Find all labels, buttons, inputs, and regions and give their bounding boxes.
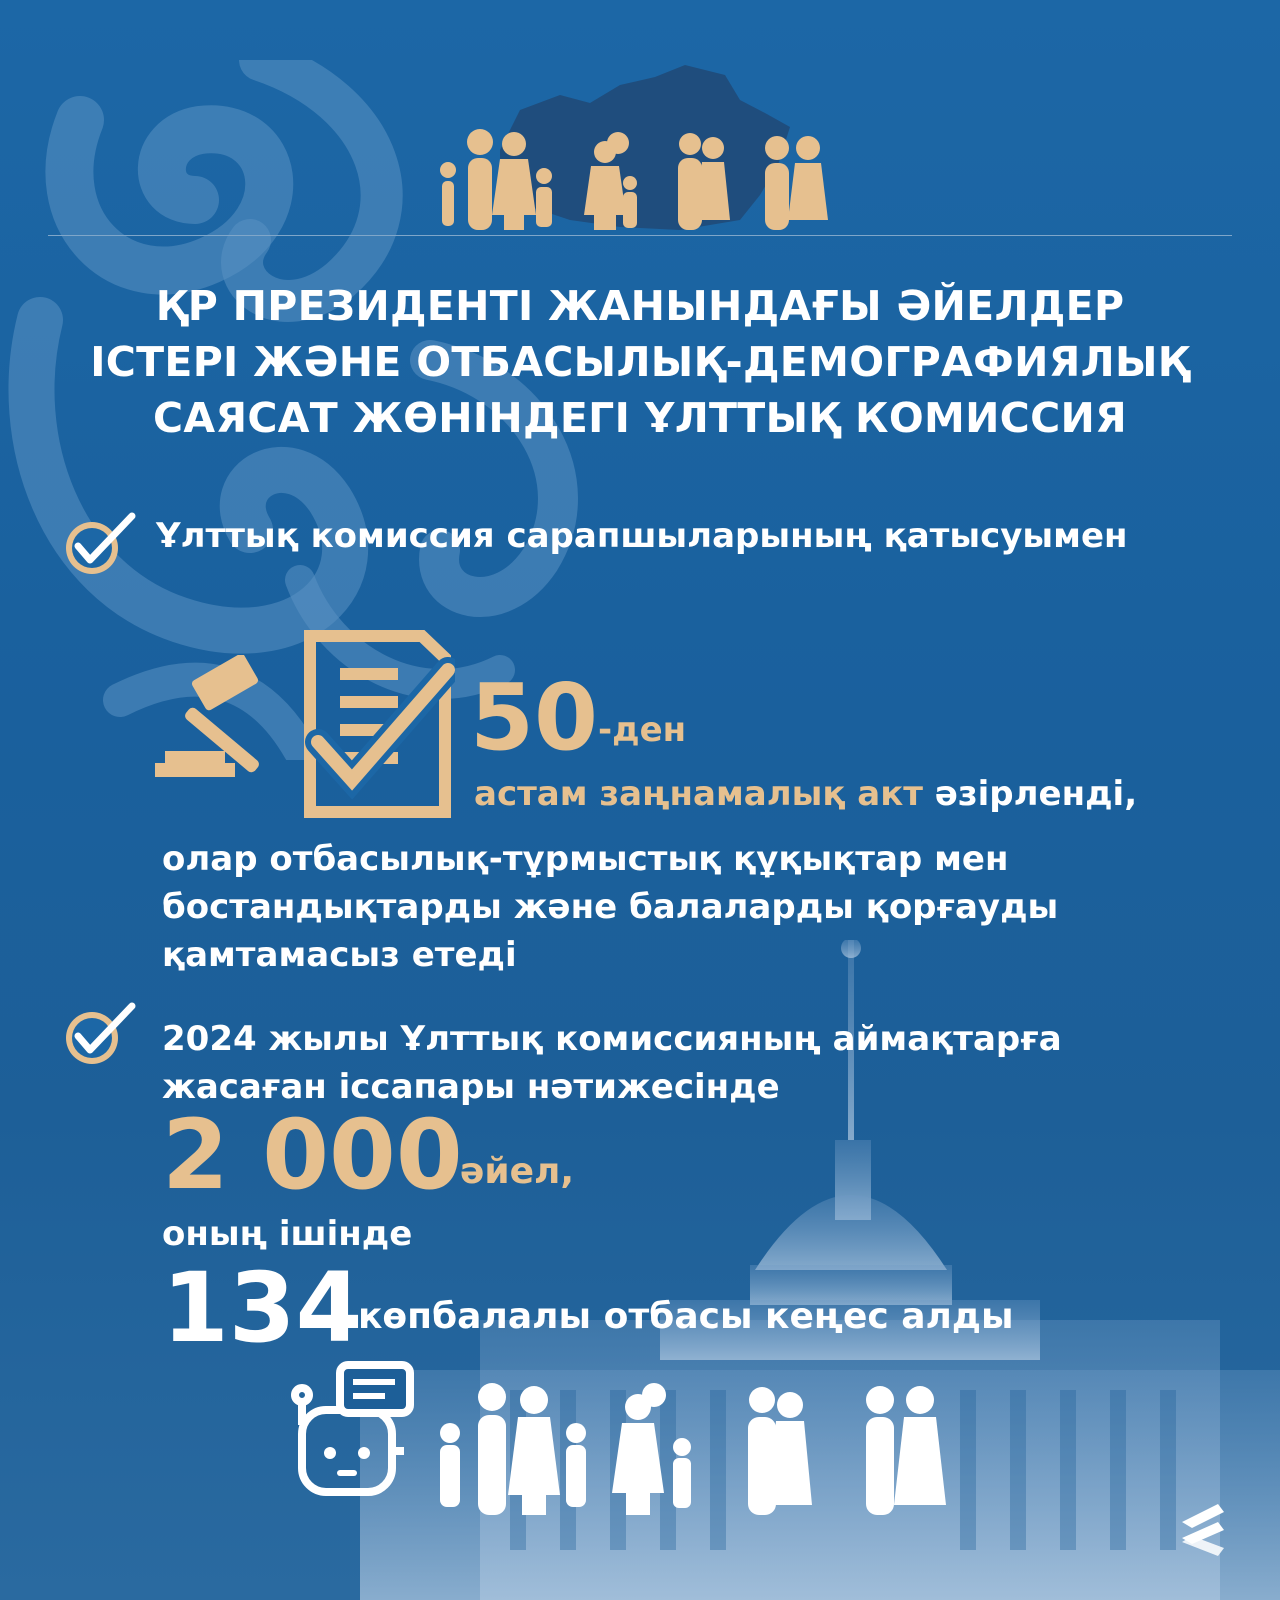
acts-number: 50 bbox=[470, 664, 599, 771]
header-divider bbox=[48, 235, 1232, 236]
women-label: әйел, bbox=[460, 1151, 575, 1192]
family-group-icon bbox=[290, 1355, 990, 1525]
women-count: 2 000 bbox=[162, 1099, 463, 1211]
checkmark-badge-icon bbox=[60, 1000, 140, 1068]
brand-logo-icon bbox=[1178, 1500, 1230, 1560]
description-line: қамтамасыз етеді bbox=[162, 935, 517, 975]
families-count: 134 bbox=[162, 1252, 363, 1364]
acts-line bbox=[474, 772, 1137, 816]
acts-number-suffix: -ден bbox=[598, 710, 687, 750]
including-label: оның ішінде bbox=[162, 1214, 413, 1254]
description-line: бостандықтарды және балаларды қорғауды bbox=[162, 887, 1059, 927]
title-line: САЯСАТ ЖӨНІНДЕГІ ҰЛТТЫҚ КОМИССИЯ bbox=[153, 394, 1127, 442]
kazakhstan-map-families-icon bbox=[440, 55, 840, 240]
section1-intro: Ұлттық комиссия сарапшыларының қатысуымен bbox=[156, 516, 1128, 556]
intro-line: жасаған іссапары нәтижесінде bbox=[162, 1067, 780, 1107]
section2-intro bbox=[162, 1015, 1212, 1111]
title-line: ІСТЕРІ ЖӘНЕ ОТБАСЫЛЫҚ-ДЕМОГРАФИЯЛЫҚ bbox=[90, 338, 1190, 386]
title-line: ҚР ПРЕЗИДЕНТІ ЖАНЫНДАҒЫ ӘЙЕЛДЕР bbox=[155, 282, 1125, 330]
description-line: олар отбасылық-тұрмыстық құқықтар мен bbox=[162, 839, 1009, 879]
gavel-icon bbox=[155, 655, 305, 805]
approved-document-icon bbox=[300, 630, 455, 820]
families-label: көпбалалы отбасы кеңес алды bbox=[358, 1296, 1014, 1337]
acts-rest: әзірленді, bbox=[923, 774, 1138, 814]
section1-description bbox=[162, 835, 1162, 979]
intro-line: 2024 жылы Ұлттық комиссияның аймақтарға bbox=[162, 1019, 1062, 1059]
acts-accent: астам заңнамалық акт bbox=[474, 774, 923, 814]
checkmark-badge-icon bbox=[60, 510, 140, 578]
page-title bbox=[0, 278, 1280, 446]
